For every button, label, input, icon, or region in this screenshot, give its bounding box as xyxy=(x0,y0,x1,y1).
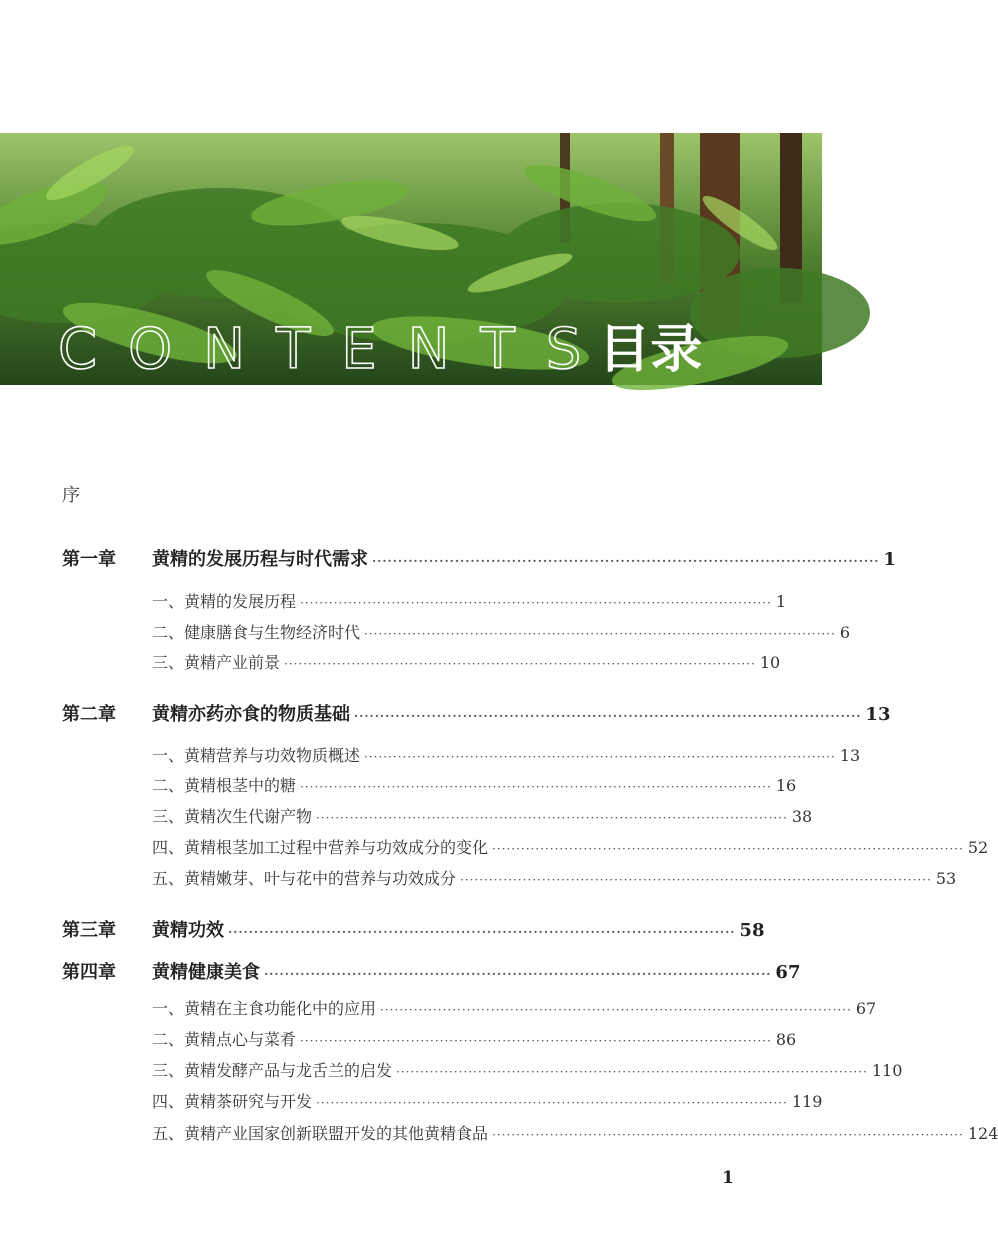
contents-title xyxy=(58,315,702,385)
toc-chapter-2[interactable] xyxy=(62,700,891,726)
page-ref: 16 xyxy=(775,776,797,795)
toc-section[interactable] xyxy=(152,589,787,612)
toc-section[interactable] xyxy=(152,773,797,796)
section-title: 三、黄精次生代谢产物 xyxy=(152,807,313,826)
leader-dots: ·································································································· xyxy=(380,1003,852,1017)
section-title: 一、黄精营养与功效物质概述 xyxy=(152,746,361,765)
leader-dots: ·································································································· xyxy=(300,1034,772,1048)
page-ref: 1 xyxy=(775,592,787,611)
section-title: 二、黄精根茎中的糖 xyxy=(152,776,297,795)
page-ref: 13 xyxy=(839,746,861,765)
leader-dots: ·································································································· xyxy=(300,780,772,794)
section-title: 二、健康膳食与生物经济时代 xyxy=(152,623,361,642)
leader-dots: ·································································································· xyxy=(316,811,788,825)
page-ref: 13 xyxy=(865,704,891,725)
forest-banner-image xyxy=(0,133,822,385)
chapter-title: 黄精功效 xyxy=(152,920,224,941)
page-ref: 52 xyxy=(967,838,989,857)
page-ref: 110 xyxy=(871,1061,903,1080)
toc-section[interactable] xyxy=(152,804,813,827)
chapter-number: 第一章 xyxy=(62,549,116,570)
section-title: 五、黄精嫩芽、叶与花中的营养与功效成分 xyxy=(152,869,457,888)
section-title: 三、黄精发酵产品与龙舌兰的启发 xyxy=(152,1061,393,1080)
page-ref: 124 xyxy=(967,1124,998,1143)
section-title: 二、黄精点心与菜肴 xyxy=(152,1030,297,1049)
leader-dots: ·································································································· xyxy=(372,554,880,568)
leader-dots: ·································································································· xyxy=(284,657,756,671)
section-title: 一、黄精的发展历程 xyxy=(152,592,297,611)
page-number: 1 xyxy=(722,1168,734,1188)
toc-section[interactable] xyxy=(152,1058,903,1081)
toc-section[interactable] xyxy=(152,866,957,889)
section-title: 三、黄精产业前景 xyxy=(152,653,281,672)
leader-dots: ·································································································· xyxy=(228,925,736,939)
chapter-number: 第四章 xyxy=(62,962,116,983)
chapter-title: 黄精亦药亦食的物质基础 xyxy=(152,704,350,725)
toc-section[interactable] xyxy=(152,1027,797,1050)
chapter-number: 第三章 xyxy=(62,920,116,941)
page-ref: 86 xyxy=(775,1030,797,1049)
section-title: 四、黄精根茎加工过程中营养与功效成分的变化 xyxy=(152,838,489,857)
toc-chapter-1[interactable] xyxy=(62,545,896,571)
chapter-title: 黄精健康美食 xyxy=(152,962,260,983)
page-ref: 1 xyxy=(883,549,896,570)
toc-section[interactable] xyxy=(152,620,851,643)
page-ref: 10 xyxy=(759,653,781,672)
page-ref: 53 xyxy=(935,869,957,888)
toc-section[interactable] xyxy=(152,835,989,858)
leader-dots: ·································································································· xyxy=(264,967,772,981)
toc-section[interactable] xyxy=(152,1121,998,1144)
leader-dots: ·································································································· xyxy=(354,709,862,723)
leader-dots: ·································································································· xyxy=(364,750,836,764)
section-title: 四、黄精茶研究与开发 xyxy=(152,1092,313,1111)
contents-title-cn: 目录 xyxy=(598,320,703,380)
leader-dots: ·································································································· xyxy=(316,1096,788,1110)
leader-dots: ·································································································· xyxy=(396,1065,868,1079)
page-ref: 67 xyxy=(775,962,801,983)
leader-dots: ·································································································· xyxy=(364,627,836,641)
chapter-number: 第二章 xyxy=(62,704,116,725)
page-ref: 67 xyxy=(855,999,877,1018)
contents-title-en: CONTENTS xyxy=(58,317,613,382)
leader-dots: ·································································································· xyxy=(492,1128,964,1142)
page-ref: 119 xyxy=(791,1092,823,1111)
page-ref: 6 xyxy=(839,623,851,642)
leader-dots: ·································································································· xyxy=(300,596,772,610)
toc-section[interactable] xyxy=(152,650,781,673)
chapter-title: 黄精的发展历程与时代需求 xyxy=(152,549,368,570)
leader-dots: ·································································································· xyxy=(492,842,964,856)
page-ref: 38 xyxy=(791,807,813,826)
page-ref: 58 xyxy=(739,920,765,941)
preface-entry[interactable]: 序 xyxy=(62,485,80,506)
toc-chapter-4[interactable] xyxy=(62,958,801,984)
leader-dots: ·································································································· xyxy=(460,873,932,887)
toc-section[interactable] xyxy=(152,1089,823,1112)
toc-section[interactable] xyxy=(152,996,877,1019)
toc-section[interactable] xyxy=(152,743,861,766)
section-title: 一、黄精在主食功能化中的应用 xyxy=(152,999,377,1018)
toc-chapter-3[interactable] xyxy=(62,916,765,942)
section-title: 五、黄精产业国家创新联盟开发的其他黄精食品 xyxy=(152,1124,489,1143)
